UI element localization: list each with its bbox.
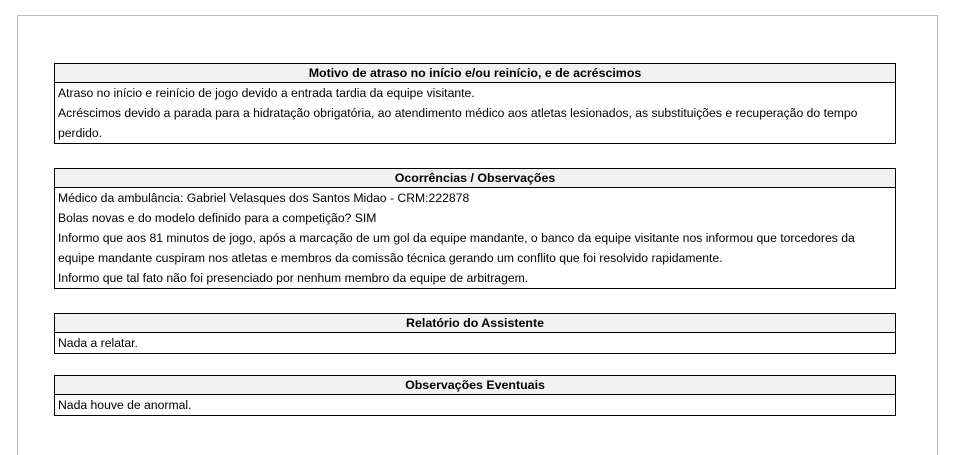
report-line: Informo que tal fato não foi presenciado por nenhum membro da equipe de arbitragem.: [58, 271, 529, 285]
section-body: [55, 395, 895, 415]
section-title: Motivo de atraso no início e/ou reinício, e de acréscimos: [55, 64, 895, 83]
report-line: Nada houve de anormal.: [58, 398, 192, 412]
delay-reason-section: [54, 63, 896, 144]
report-line: Informo que aos 81 minutos de jogo, após a marcação de um gol da equipe mandante, o banco da equipe visitante nos informou que torcedores da equipe mandante cuspiram nos atletas e membros da comissão técnica gerando um conflito que foi resolvido rapidamente.: [58, 231, 855, 265]
section-body: [55, 188, 895, 288]
occurrences-section: [54, 168, 896, 289]
report-line: Nada a relatar.: [58, 336, 138, 350]
assistant-report-section: [54, 313, 896, 354]
section-body: [55, 333, 895, 353]
report-line: Bolas novas e do modelo definido para a competição? SIM: [58, 211, 377, 225]
section-body: [55, 83, 895, 143]
section-title: Observações Eventuais: [55, 376, 895, 395]
report-line: Acréscimos devido a parada para a hidratação obrigatória, ao atendimento médico aos atletas lesionados, as substituições e recuperação do tempo perdido.: [58, 106, 858, 140]
section-title: Relatório do Assistente: [55, 314, 895, 333]
report-line: Atraso no início e reinício de jogo devido a entrada tardia da equipe visitante.: [58, 86, 475, 100]
report-line: Médico da ambulância: Gabriel Velasques dos Santos Midao - CRM:222878: [58, 191, 470, 205]
eventual-observations-section: [54, 375, 896, 416]
section-title: Ocorrências / Observações: [55, 169, 895, 188]
